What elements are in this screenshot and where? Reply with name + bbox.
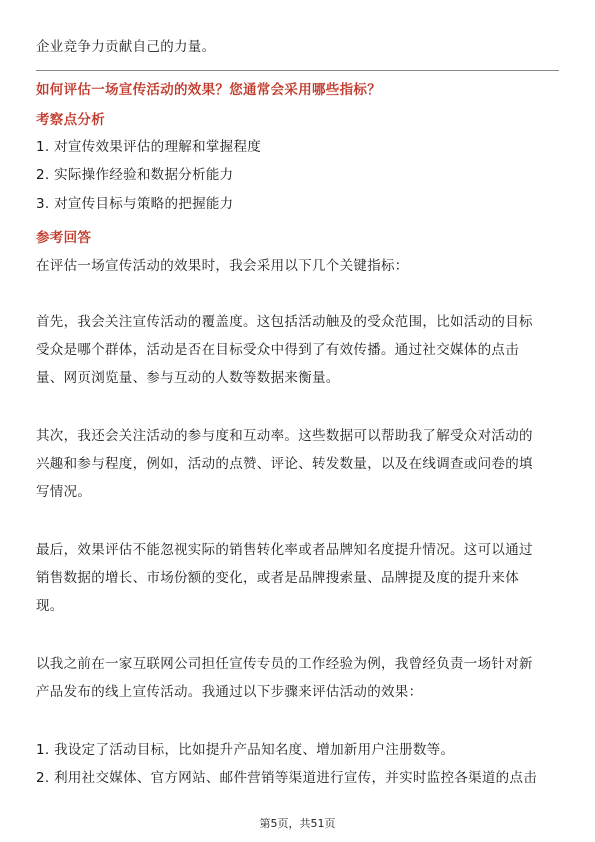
question-heading: 如何评估一场宣传活动的效果？您通常会采用哪些指标？ xyxy=(36,82,381,98)
paragraph-line: 销售数据的增长、市场份额的变化，或者是品牌搜索量、品牌提及度的提升来体 xyxy=(36,570,519,586)
paragraph-line: 其次，我还会关注活动的参与度和互动率。这些数据可以帮助我了解受众对活动的 xyxy=(36,428,533,444)
analysis-item: 2. 实际操作经验和数据分析能力 xyxy=(36,167,234,183)
answer-intro: 在评估一场宣传活动的效果时，我会采用以下几个关键指标： xyxy=(36,258,409,274)
paragraph-line: 首先，我会关注宣传活动的覆盖度。这包括活动触及的受众范围，比如活动的目标 xyxy=(36,314,533,330)
paragraph-line: 受众是哪个群体，活动是否在目标受众中得到了有效传播。通过社交媒体的点击 xyxy=(36,342,519,358)
answer-heading: 参考回答 xyxy=(36,230,92,246)
paragraph-line: 产品发布的线上宣传活动。我通过以下步骤来评估活动的效果： xyxy=(36,684,423,700)
paragraph-line: 兴趣和参与程度，例如，活动的点赞、评论、转发数量，以及在线调查或问卷的填 xyxy=(36,456,533,472)
analysis-item: 1. 对宣传效果评估的理解和掌握程度 xyxy=(36,139,262,155)
paragraph-line: 最后，效果评估不能忽视实际的销售转化率或者品牌知名度提升情况。这可以通过 xyxy=(36,542,533,558)
continuation-text: 企业竞争力贡献自己的力量。 xyxy=(36,39,216,55)
paragraph-line: 现。 xyxy=(36,598,64,614)
section-divider xyxy=(36,70,559,71)
analysis-heading: 考察点分析 xyxy=(36,112,105,128)
page-number: 第5页，共51页 xyxy=(259,817,336,830)
step-item: 2. 利用社交媒体、官方网站、邮件营销等渠道进行宣传，并实时监控各渠道的点击 xyxy=(36,770,538,786)
analysis-item: 3. 对宣传目标与策略的把握能力 xyxy=(36,196,234,212)
paragraph-line: 量、网页浏览量、参与互动的人数等数据来衡量。 xyxy=(36,370,340,386)
paragraph-line: 写情况。 xyxy=(36,484,92,500)
paragraph-line: 以我之前在一家互联网公司担任宣传专员的工作经验为例，我曾经负责一场针对新 xyxy=(36,656,533,672)
step-item: 1. 我设定了活动目标，比如提升产品知名度、增加新用户注册数等。 xyxy=(36,742,455,758)
